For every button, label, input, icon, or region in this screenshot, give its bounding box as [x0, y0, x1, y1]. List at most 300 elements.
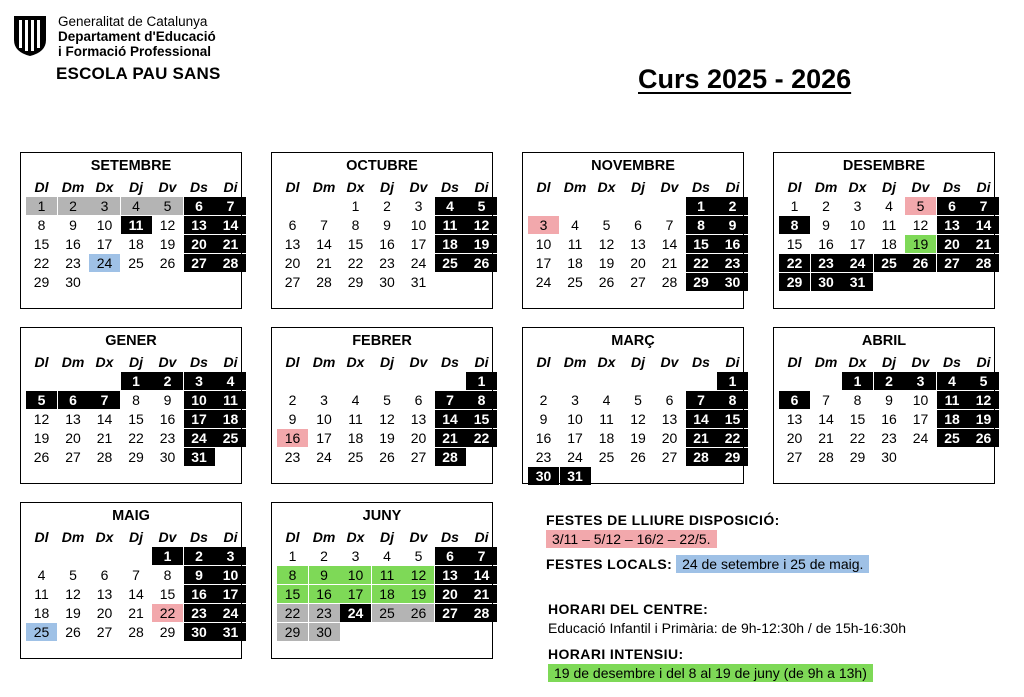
day-cell: 6 [634, 217, 642, 233]
weekday-header: Di [474, 354, 489, 370]
horari-intensiu-title: HORARI INTENSIU: [548, 646, 684, 662]
day-cell: 12 [912, 217, 929, 233]
day-cell: 5 [466, 197, 497, 215]
day-cell: 8 [779, 216, 810, 234]
day-cell: 6 [288, 217, 297, 233]
legend-horari-centre [548, 601, 906, 636]
day-cell: 23 [309, 604, 340, 622]
weekday-header: Dx [346, 179, 365, 195]
weekday-header: Dv [660, 354, 679, 370]
school-name: ESCOLA PAU SANS [56, 64, 221, 83]
day-cell: 12 [630, 411, 646, 427]
day-cell: 12 [968, 391, 999, 409]
month-setembre [20, 152, 242, 309]
day-cell: 10 [340, 566, 371, 584]
day-cell: 26 [33, 449, 50, 465]
day-cell: 18 [567, 255, 583, 271]
day-cell: 25 [937, 429, 968, 447]
day-cell: 14 [968, 216, 999, 234]
day-cell: 12 [466, 216, 497, 234]
day-cell: 2 [58, 197, 89, 215]
day-cell: 18 [215, 410, 246, 428]
day-cell: 1 [717, 372, 748, 390]
day-cell: 23 [535, 449, 552, 465]
day-cell: 10 [184, 391, 215, 409]
day-cell: 8 [277, 566, 308, 584]
day-cell: 9 [184, 566, 215, 584]
day-cell: 30 [379, 274, 395, 290]
horari-intensiu-text: 19 de desembre i del 8 al 19 de juny (de 9h a 13h) [548, 664, 873, 682]
day-cell: 28 [215, 254, 246, 272]
day-cell: 15 [786, 236, 803, 252]
page-title: Curs 2025 - 2026 [638, 64, 852, 94]
day-cell: 4 [937, 372, 968, 390]
day-cell: 6 [937, 197, 968, 215]
weekday-header: Dv [158, 529, 177, 545]
month-name: JUNY [362, 508, 402, 524]
day-cell: 13 [661, 411, 678, 427]
weekday-header: Ds [441, 179, 459, 195]
legend-festes-locals [546, 556, 869, 572]
day-cell: 26 [159, 255, 176, 271]
day-cell: 7 [132, 567, 140, 583]
day-cell: 9 [383, 217, 391, 233]
day-cell: 21 [466, 585, 497, 603]
day-cell: 11 [372, 566, 403, 584]
day-cell: 17 [340, 585, 371, 603]
weekday-header: Dv [409, 354, 428, 370]
day-cell: 4 [571, 217, 579, 233]
day-cell: 3 [351, 548, 360, 564]
day-cell: 1 [26, 197, 57, 215]
day-cell: 16 [65, 236, 81, 252]
weekday-header: Dm [312, 354, 336, 370]
day-cell: 11 [599, 411, 614, 427]
day-cell: 2 [184, 547, 215, 565]
day-cell: 16 [535, 430, 552, 446]
day-cell: 28 [818, 449, 834, 465]
day-cell: 22 [33, 255, 50, 271]
day-cell: 18 [33, 605, 50, 621]
day-cell: 26 [65, 624, 81, 640]
weekday-header: Dl [536, 354, 551, 370]
day-cell: 29 [277, 623, 308, 641]
day-cell: 25 [128, 255, 144, 271]
day-cell: 26 [379, 449, 395, 465]
day-cell: 16 [379, 236, 395, 252]
day-cell: 5 [69, 567, 77, 583]
day-cell: 9 [539, 411, 548, 427]
day-cell: 13 [96, 586, 113, 602]
day-cell: 21 [968, 235, 999, 253]
day-cell: 17 [316, 430, 332, 446]
day-cell: 7 [215, 197, 246, 215]
day-cell: 10 [912, 392, 929, 408]
day-cell: 22 [466, 429, 497, 447]
festes-locals-dates: 24 de setembre i 25 de maig. [676, 555, 869, 573]
day-cell: 25 [347, 449, 364, 465]
day-cell: 18 [372, 585, 403, 603]
day-cell: 13 [65, 411, 81, 427]
month-abril [773, 327, 995, 484]
day-cell: 16 [818, 236, 834, 252]
day-cell: 16 [881, 411, 897, 427]
day-cell: 30 [184, 623, 215, 641]
day-cell: 5 [905, 197, 936, 215]
day-cell: 10 [410, 217, 427, 233]
day-cell: 26 [466, 254, 497, 272]
day-cell: 2 [152, 372, 183, 390]
weekday-header: Di [976, 179, 991, 195]
day-cell: 16 [277, 429, 308, 447]
day-cell: 1 [288, 548, 297, 564]
weekday-header: Ds [190, 529, 208, 545]
day-cell: 25 [435, 254, 466, 272]
weekday-header: Di [474, 179, 489, 195]
day-cell: 23 [184, 604, 215, 622]
organization-name [58, 14, 216, 59]
day-cell: 30 [881, 449, 897, 465]
day-cell: 23 [811, 254, 842, 272]
day-cell: 22 [779, 254, 810, 272]
day-cell: 8 [351, 217, 360, 233]
day-cell: 9 [69, 217, 77, 233]
day-cell: 18 [881, 236, 897, 252]
weekday-header: Di [725, 179, 740, 195]
day-cell: 26 [403, 604, 434, 622]
day-cell: 24 [89, 254, 120, 272]
day-cell: 6 [58, 391, 89, 409]
day-cell: 26 [598, 274, 615, 290]
weekday-header: Dm [312, 529, 336, 545]
day-cell: 3 [528, 216, 559, 234]
weekday-header: Dj [129, 179, 143, 195]
day-cell: 24 [184, 429, 215, 447]
day-cell: 10 [215, 566, 246, 584]
weekday-header: Di [976, 354, 991, 370]
day-cell: 15 [466, 410, 497, 428]
day-cell: 20 [937, 235, 968, 253]
day-cell: 10 [316, 411, 332, 427]
day-cell: 6 [665, 392, 674, 408]
day-cell: 30 [811, 273, 842, 291]
day-cell: 12 [379, 411, 395, 427]
day-cell: 3 [571, 392, 579, 408]
day-cell: 1 [686, 197, 717, 215]
day-cell: 18 [598, 430, 615, 446]
day-cell: 4 [435, 197, 466, 215]
day-cell: 9 [717, 216, 748, 234]
day-cell: 20 [96, 605, 113, 621]
legend-festes-lliure [546, 512, 780, 547]
day-cell: 18 [347, 430, 364, 446]
day-cell: 25 [26, 623, 57, 641]
day-cell: 1 [121, 372, 152, 390]
weekday-header: Dv [911, 179, 930, 195]
day-cell: 27 [435, 604, 466, 622]
day-cell: 2 [874, 372, 905, 390]
day-cell: 16 [309, 585, 340, 603]
day-cell: 19 [630, 430, 646, 446]
day-cell: 14 [435, 410, 466, 428]
day-cell: 15 [159, 586, 176, 602]
day-cell: 10 [535, 236, 552, 252]
day-cell: 16 [717, 235, 748, 253]
day-cell: 29 [849, 449, 866, 465]
weekday-header: Ds [441, 529, 459, 545]
day-cell: 27 [96, 624, 113, 640]
day-cell: 17 [184, 410, 215, 428]
weekday-header: Dj [882, 354, 896, 370]
day-cell: 12 [598, 236, 615, 252]
weekday-header: Dx [95, 354, 114, 370]
day-cell: 25 [215, 429, 246, 447]
day-cell: 23 [65, 255, 81, 271]
day-cell: 19 [466, 235, 497, 253]
day-cell: 25 [567, 274, 583, 290]
weekday-header: Di [223, 529, 238, 545]
day-cell: 17 [410, 236, 427, 252]
weekday-header: Dj [380, 354, 394, 370]
day-cell: 18 [128, 236, 144, 252]
day-cell: 9 [288, 411, 297, 427]
day-cell: 18 [937, 410, 968, 428]
day-cell: 18 [435, 235, 466, 253]
day-cell: 25 [598, 449, 615, 465]
day-cell: 27 [410, 449, 427, 465]
day-cell: 28 [435, 448, 466, 466]
day-cell: 23 [159, 430, 176, 446]
day-cell: 12 [159, 217, 176, 233]
day-cell: 21 [96, 430, 113, 446]
day-cell: 29 [159, 624, 176, 640]
weekday-header: Dv [660, 179, 679, 195]
weekday-header: Dm [563, 354, 587, 370]
day-cell: 29 [33, 274, 50, 290]
day-cell: 30 [159, 449, 176, 465]
weekday-header: Dl [285, 179, 300, 195]
day-cell: 7 [435, 391, 466, 409]
day-cell: 14 [466, 566, 497, 584]
day-cell: 2 [383, 198, 391, 214]
day-cell: 9 [885, 392, 893, 408]
weekday-header: Di [474, 529, 489, 545]
day-cell: 27 [786, 449, 803, 465]
day-cell: 17 [96, 236, 113, 252]
month-maig [20, 502, 242, 659]
festes-lliure-title: FESTES DE LLIURE DISPOSICIÓ: [546, 512, 780, 528]
day-cell: 8 [37, 217, 46, 233]
day-cell: 5 [383, 392, 391, 408]
day-cell: 8 [466, 391, 497, 409]
weekday-header: Dj [631, 179, 645, 195]
month-name: SETEMBRE [90, 158, 172, 174]
day-cell: 8 [132, 392, 140, 408]
day-cell: 19 [403, 585, 434, 603]
day-cell: 27 [661, 449, 678, 465]
horari-centre-title: HORARI DEL CENTRE: [548, 601, 709, 617]
day-cell: 7 [665, 217, 674, 233]
day-cell: 19 [65, 605, 81, 621]
day-cell: 3 [215, 547, 246, 565]
day-cell: 14 [215, 216, 246, 234]
day-cell: 22 [128, 430, 144, 446]
month-name: MAIG [112, 508, 150, 524]
month-mar [522, 327, 744, 484]
weekday-header: Dv [911, 354, 930, 370]
weekday-header: Dx [95, 529, 114, 545]
day-cell: 1 [152, 547, 183, 565]
day-cell: 11 [567, 236, 583, 252]
day-cell: 3 [89, 197, 120, 215]
day-cell: 11 [34, 586, 49, 602]
weekday-header: Dl [285, 354, 300, 370]
day-cell: 13 [786, 411, 803, 427]
weekday-header: Dl [787, 354, 802, 370]
weekday-header: Ds [190, 354, 208, 370]
day-cell: 20 [184, 235, 215, 253]
day-cell: 26 [630, 449, 646, 465]
weekday-header: Dj [380, 529, 394, 545]
day-cell: 14 [818, 411, 834, 427]
festes-lliure-dates: 3/11 – 5/12 – 16/2 – 22/5. [546, 530, 717, 548]
day-cell: 3 [853, 198, 862, 214]
weekday-header: Dx [848, 354, 867, 370]
day-cell: 4 [351, 392, 360, 408]
day-cell: 12 [33, 411, 50, 427]
day-cell: 8 [853, 392, 862, 408]
day-cell: 1 [466, 372, 497, 390]
day-cell: 6 [414, 392, 423, 408]
day-cell: 28 [466, 604, 497, 622]
weekday-header: Di [223, 354, 238, 370]
day-cell: 29 [347, 274, 364, 290]
day-cell: 8 [686, 216, 717, 234]
day-cell: 5 [414, 548, 423, 564]
day-cell: 31 [410, 274, 427, 290]
day-cell: 21 [435, 429, 466, 447]
day-cell: 6 [779, 391, 810, 409]
weekday-header: Dj [631, 354, 645, 370]
day-cell: 6 [100, 567, 109, 583]
weekday-header: Dx [597, 179, 616, 195]
day-cell: 5 [968, 372, 999, 390]
day-cell: 20 [786, 430, 803, 446]
day-cell: 24 [410, 255, 427, 271]
day-cell: 31 [215, 623, 246, 641]
day-cell: 17 [567, 430, 583, 446]
month-name: ABRIL [861, 333, 907, 349]
day-cell: 4 [121, 197, 152, 215]
day-cell: 5 [634, 392, 642, 408]
day-cell: 21 [661, 255, 678, 271]
weekday-header: Di [725, 354, 740, 370]
weekday-header: Dl [285, 529, 300, 545]
month-name: OCTUBRE [346, 158, 418, 174]
day-cell: 26 [968, 429, 999, 447]
weekday-header: Dj [129, 354, 143, 370]
day-cell: 17 [215, 585, 246, 603]
day-cell: 24 [215, 604, 246, 622]
weekday-header: Dm [312, 179, 336, 195]
day-cell: 10 [567, 411, 583, 427]
day-cell: 20 [630, 255, 646, 271]
weekday-header: Ds [190, 179, 208, 195]
day-cell: 11 [881, 217, 897, 233]
day-cell: 19 [905, 235, 936, 253]
day-cell: 15 [128, 411, 144, 427]
weekday-header: Dv [409, 529, 428, 545]
day-cell: 24 [842, 254, 873, 272]
day-cell: 22 [347, 255, 364, 271]
day-cell: 14 [686, 410, 717, 428]
day-cell: 14 [316, 236, 332, 252]
day-cell: 28 [316, 274, 332, 290]
day-cell: 30 [528, 467, 559, 485]
weekday-header: Dx [346, 354, 365, 370]
day-cell: 13 [284, 236, 301, 252]
weekday-header: Ds [692, 179, 710, 195]
day-cell: 7 [89, 391, 120, 409]
day-cell: 31 [560, 467, 591, 485]
day-cell: 15 [347, 236, 364, 252]
day-cell: 3 [184, 372, 215, 390]
day-cell: 28 [661, 274, 678, 290]
legend-horari-intensiu [548, 646, 873, 681]
day-cell: 8 [163, 567, 172, 583]
day-cell: 4 [383, 548, 391, 564]
day-cell: 13 [410, 411, 427, 427]
day-cell: 23 [284, 449, 301, 465]
month-gener [20, 327, 242, 484]
day-cell: 29 [686, 273, 717, 291]
day-cell: 5 [26, 391, 57, 409]
weekday-header: Di [223, 179, 238, 195]
day-cell: 11 [348, 411, 363, 427]
day-cell: 2 [717, 197, 748, 215]
day-cell: 3 [320, 392, 328, 408]
day-cell: 31 [842, 273, 873, 291]
day-cell: 24 [340, 604, 371, 622]
weekday-header: Dj [380, 179, 394, 195]
org-line-1: Generalitat de Catalunya [58, 14, 208, 29]
day-cell: 2 [822, 198, 830, 214]
day-cell: 5 [152, 197, 183, 215]
day-cell: 29 [717, 448, 748, 466]
day-cell: 13 [630, 236, 646, 252]
weekday-header: Dm [814, 354, 838, 370]
day-cell: 28 [96, 449, 113, 465]
day-cell: 15 [277, 585, 308, 603]
day-cell: 20 [284, 255, 301, 271]
day-cell: 15 [717, 410, 748, 428]
day-cell: 27 [630, 274, 646, 290]
day-cell: 23 [379, 255, 395, 271]
day-cell: 24 [567, 449, 583, 465]
weekday-header: Dx [95, 179, 114, 195]
day-cell: 12 [65, 586, 81, 602]
month-novembre [522, 152, 744, 309]
day-cell: 4 [602, 392, 611, 408]
day-cell: 21 [316, 255, 332, 271]
day-cell: 9 [309, 566, 340, 584]
weekday-header: Ds [943, 354, 961, 370]
day-cell: 7 [822, 392, 830, 408]
day-cell: 21 [128, 605, 144, 621]
day-cell: 24 [912, 430, 929, 446]
day-cell: 27 [937, 254, 968, 272]
weekday-header: Dl [34, 179, 49, 195]
